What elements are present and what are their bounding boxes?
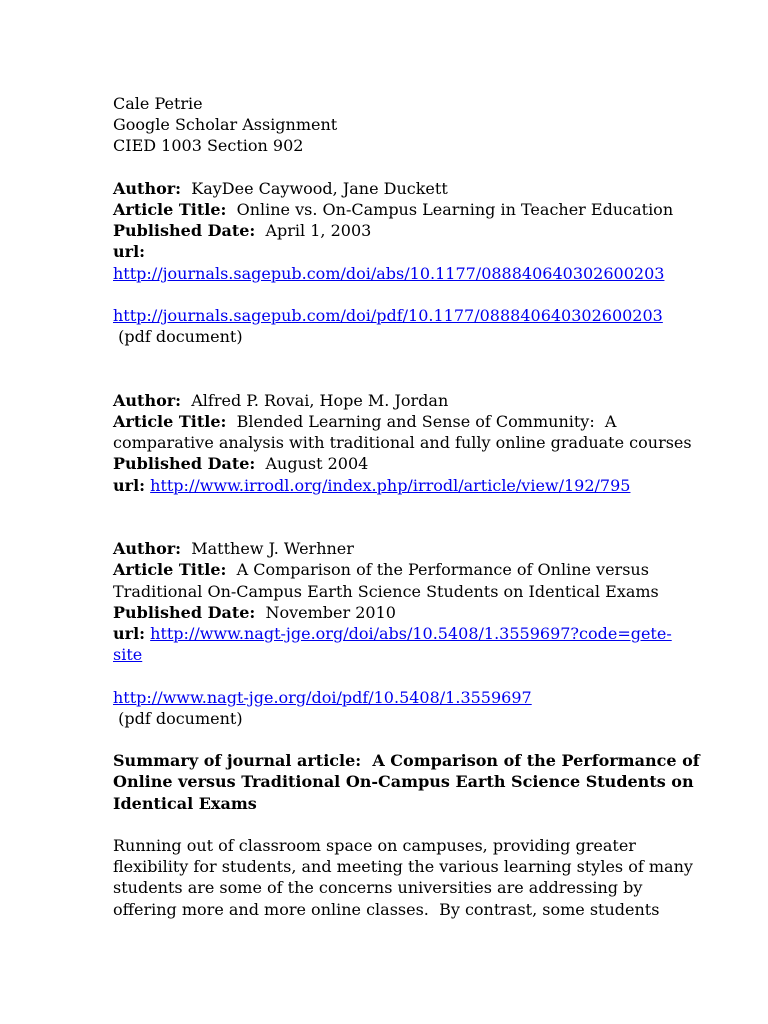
author-value: KayDee Caywood, Jane Duckett: [191, 178, 448, 198]
article-2-author: [113, 390, 673, 411]
date-value: November 2010: [265, 602, 396, 622]
article-3-date: [113, 602, 673, 623]
article-2-title: [113, 411, 673, 432]
title-value: Blended Learning and Sense of Community: A: [236, 412, 617, 431]
title-label: Article Title:: [113, 560, 227, 580]
author-value: Alfred P. Rovai, Hope M. Jordan: [191, 390, 449, 410]
summary-paragraph-4: offering more and more online classes. By contrast, some students: [113, 899, 660, 919]
author-label: Author:: [113, 539, 182, 559]
summary-paragraph-2: flexibility for students, and meeting the various learning styles of many: [113, 857, 693, 877]
article-3-abs-link[interactable]: http://www.nagt-jge.org/doi/abs/10.5408/1.3559697?code=gete-: [150, 624, 672, 644]
url-label: url:: [113, 475, 146, 495]
date-value: April 1, 2003: [265, 221, 372, 241]
title-label: Article Title:: [113, 200, 227, 219]
article-1-author: [113, 178, 673, 199]
article-1-abs-link[interactable]: http://journals.sagepub.com/doi/abs/10.1177/088840640302600203: [113, 263, 665, 283]
article-1-date: [113, 220, 673, 241]
article-2-link[interactable]: http://www.irrodl.org/index.php/irrodl/article/view/192/795: [150, 475, 631, 495]
article-3-pdf-note: (pdf document): [113, 708, 243, 728]
author-value: Matthew J. Werhner: [191, 539, 354, 559]
article-1-pdf-note: (pdf document): [113, 327, 243, 347]
summary-heading-2: Online versus Traditional On-Campus Earth Science Students on: [113, 772, 694, 792]
assignment-title: Google Scholar Assignment: [113, 115, 338, 135]
summary-paragraph-3: students are some of the concerns universities are addressing by: [113, 878, 643, 898]
article-2-date: [113, 453, 673, 474]
article-3-url: [113, 623, 673, 644]
article-1-pdf-link[interactable]: http://journals.sagepub.com/doi/pdf/10.1177/088840640302600203: [113, 306, 663, 325]
summary-paragraph-1: Running out of classroom space on campuses, providing greater: [113, 836, 636, 855]
article-2-url: [113, 475, 673, 496]
summary-heading-3: Identical Exams: [113, 793, 257, 813]
article-3-abs-link-cont[interactable]: site: [113, 645, 143, 665]
document-content: [113, 93, 700, 920]
title-label: Article Title:: [113, 412, 227, 431]
article-3-pdf-link[interactable]: http://www.nagt-jge.org/doi/pdf/10.5408/1.3559697: [113, 687, 532, 707]
article-3-author: [113, 538, 673, 559]
author-label: Author:: [113, 178, 182, 198]
author-label: Author:: [113, 390, 182, 410]
article-3-title-cont: Traditional On-Campus Earth Science Students on Identical Exams: [113, 581, 659, 601]
url-label: url:: [113, 624, 146, 644]
url-label: url:: [113, 242, 146, 262]
article-1-url-label: [113, 241, 673, 262]
course-section: CIED 1003 Section 902: [113, 136, 304, 156]
title-value: A Comparison of the Performance of Online versus: [236, 560, 649, 580]
article-3-title: [113, 559, 673, 580]
date-label: Published Date:: [113, 602, 256, 622]
article-2-title-cont: comparative analysis with traditional and fully online graduate courses: [113, 433, 692, 453]
date-value: August 2004: [265, 454, 369, 474]
student-name: Cale Petrie: [113, 94, 203, 113]
summary-heading-1: Summary of journal article: A Comparison of the Performance of: [113, 751, 700, 771]
title-value: Online vs. On-Campus Learning in Teacher Education: [236, 200, 674, 219]
date-label: Published Date:: [113, 454, 256, 474]
date-label: Published Date:: [113, 221, 256, 241]
article-1-title: [113, 199, 673, 220]
